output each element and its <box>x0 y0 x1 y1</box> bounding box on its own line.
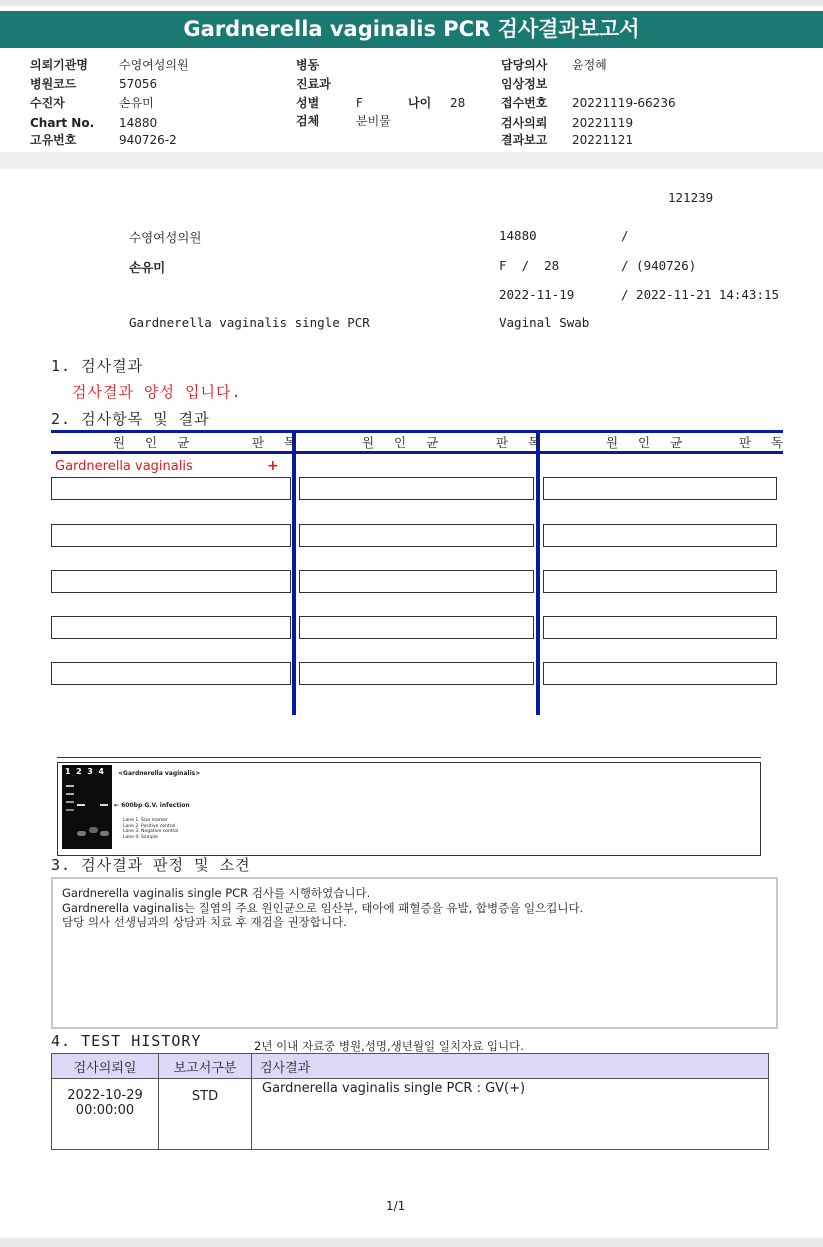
age-value: 28 <box>450 96 466 110</box>
report-code: 121239 <box>668 190 714 205</box>
hospital-code-value: 57056 <box>119 77 158 91</box>
table-row <box>52 1079 769 1150</box>
opinion-text: Gardnerella vaginalis single PCR 검사를 시행하였습니다. Gardnerella vaginalis는 질염의 주요 원인균으로 임산부, 태아에 패혈증을 유발, 합병증을 일으킵니다. 담당 의사 선생님과의 상담과 치료 후 재검을 권장합니다. <box>62 886 584 929</box>
empty-box <box>543 662 777 685</box>
section1-heading: 1. 검사결과 <box>51 357 144 375</box>
empty-box <box>299 477 534 500</box>
page-number: 1/1 <box>386 1199 406 1213</box>
hospital-code-label: 병원코드 <box>30 77 77 91</box>
top-strip <box>0 0 823 6</box>
empty-box <box>299 662 534 685</box>
receipt-no-label: 접수번호 <box>501 96 548 110</box>
empty-box <box>299 570 534 593</box>
report-date-label: 결과보고 <box>501 133 548 147</box>
history-note: 2년 이내 자료중 병원,성명,생년월일 일치자료 입니다. <box>254 1039 524 1053</box>
info-patient: 손유미 <box>129 260 166 275</box>
history-date-cell: 2022-10-29 00:00:00 <box>52 1079 159 1150</box>
info-slash: / <box>621 228 629 243</box>
report-date-value: 20221121 <box>572 133 634 147</box>
sex-label: 성별 <box>296 96 320 110</box>
hospital-name-label: 의뢰기관명 <box>30 58 88 72</box>
gel-lane-numbers: 1 2 3 4 <box>65 767 104 776</box>
history-col-result: 검사결과 <box>252 1054 769 1079</box>
divider-band <box>0 152 823 169</box>
report-title: Gardnerella vaginalis PCR 검사결과보고서 <box>0 11 823 48</box>
age-label: 나이 <box>408 96 432 110</box>
empty-box <box>51 662 291 685</box>
bottom-strip <box>0 1238 823 1247</box>
unique-no-label: 고유번호 <box>30 133 77 147</box>
specimen-value: 분비물 <box>356 114 391 128</box>
col-judgement-2: 판 독 <box>496 435 549 450</box>
opinion-box <box>51 877 778 1029</box>
col-pathogen-2: 원 인 균 <box>362 435 447 450</box>
empty-box <box>299 616 534 639</box>
empty-box <box>51 616 291 639</box>
empty-box <box>543 524 777 547</box>
sex-value: F <box>356 96 363 110</box>
empty-box <box>543 570 777 593</box>
result-text: 검사결과 양성 입니다. <box>72 383 242 401</box>
section4-heading: 4. TEST HISTORY <box>51 1032 202 1050</box>
empty-box <box>299 524 534 547</box>
marker-band <box>66 809 74 811</box>
doctor-value: 윤정혜 <box>572 58 607 72</box>
info-hospital: 수영여성의원 <box>129 230 202 245</box>
patient-label: 수진자 <box>30 96 65 110</box>
marker-band <box>66 801 74 803</box>
primer-dimer <box>89 827 98 833</box>
gel-legend: Lane 1. Size marker Lane 2. Positive control Lane 3. Negative control Lane 4. Sample <box>123 818 179 840</box>
clinical-info-label: 임상정보 <box>501 77 548 91</box>
history-header-row <box>52 1054 769 1079</box>
gel-title: <Gardnerella vaginalis> <box>118 770 201 777</box>
table-header-line <box>51 451 783 454</box>
info-specimen: Vaginal Swab <box>499 315 590 330</box>
info-birth: / (940726) <box>621 258 697 273</box>
chart-no-label: Chart No. <box>30 116 95 130</box>
section2-heading: 2. 검사항목 및 결과 <box>51 410 210 428</box>
specimen-label: 검체 <box>296 114 320 128</box>
history-col-type: 보고서구분 <box>159 1054 252 1079</box>
empty-box <box>51 477 291 500</box>
pathogen-judgement: + <box>267 458 279 474</box>
doctor-label: 담당의사 <box>501 58 548 72</box>
empty-box <box>51 570 291 593</box>
ward-label: 병동 <box>296 58 320 72</box>
history-table <box>51 1053 769 1150</box>
section3-heading: 3. 검사결과 판정 및 소견 <box>51 856 251 874</box>
sample-band <box>100 804 108 806</box>
info-chart: 14880 <box>499 228 537 243</box>
gel-band-label: ← 600bp G.V. infection <box>114 802 190 809</box>
primer-dimer <box>100 831 109 836</box>
gel-image <box>62 765 112 849</box>
patient-value: 손유미 <box>119 96 154 110</box>
info-test-name: Gardnerella vaginalis single PCR <box>129 315 370 330</box>
positive-control-band <box>77 804 85 806</box>
col-judgement-3: 판 독 <box>739 435 792 450</box>
col-pathogen-3: 원 인 균 <box>606 435 691 450</box>
table-divider-1 <box>292 432 296 715</box>
primer-dimer <box>77 831 86 836</box>
history-col-date: 검사의뢰일 <box>52 1054 159 1079</box>
empty-box <box>543 616 777 639</box>
col-pathogen-1: 원 인 균 <box>113 435 198 450</box>
info-report-datetime: / 2022-11-21 14:43:15 <box>621 287 780 302</box>
empty-box <box>51 524 291 547</box>
arrow-left-icon: ← <box>114 802 122 809</box>
empty-box <box>543 477 777 500</box>
marker-band <box>66 785 74 787</box>
info-request-date: 2022-11-19 <box>499 287 575 302</box>
hospital-name-value: 수영여성의원 <box>119 58 189 72</box>
table-divider-2 <box>536 432 540 715</box>
dept-label: 진료과 <box>296 77 331 91</box>
history-result-cell: Gardnerella vaginalis single PCR : GV(+) <box>252 1079 769 1150</box>
col-judgement-1: 판 독 <box>252 435 305 450</box>
request-date-value: 20221119 <box>572 116 634 130</box>
history-type-cell: STD <box>159 1079 252 1150</box>
pathogen-name: Gardnerella vaginalis <box>55 459 193 474</box>
unique-no-value: 940726-2 <box>119 133 177 147</box>
request-date-label: 검사의뢰 <box>501 116 548 130</box>
gel-top-rule <box>57 757 761 758</box>
marker-band <box>66 793 74 795</box>
chart-no-value: 14880 <box>119 116 158 130</box>
receipt-no-value: 20221119-66236 <box>572 96 676 110</box>
info-sex-age: F / 28 <box>499 258 560 273</box>
